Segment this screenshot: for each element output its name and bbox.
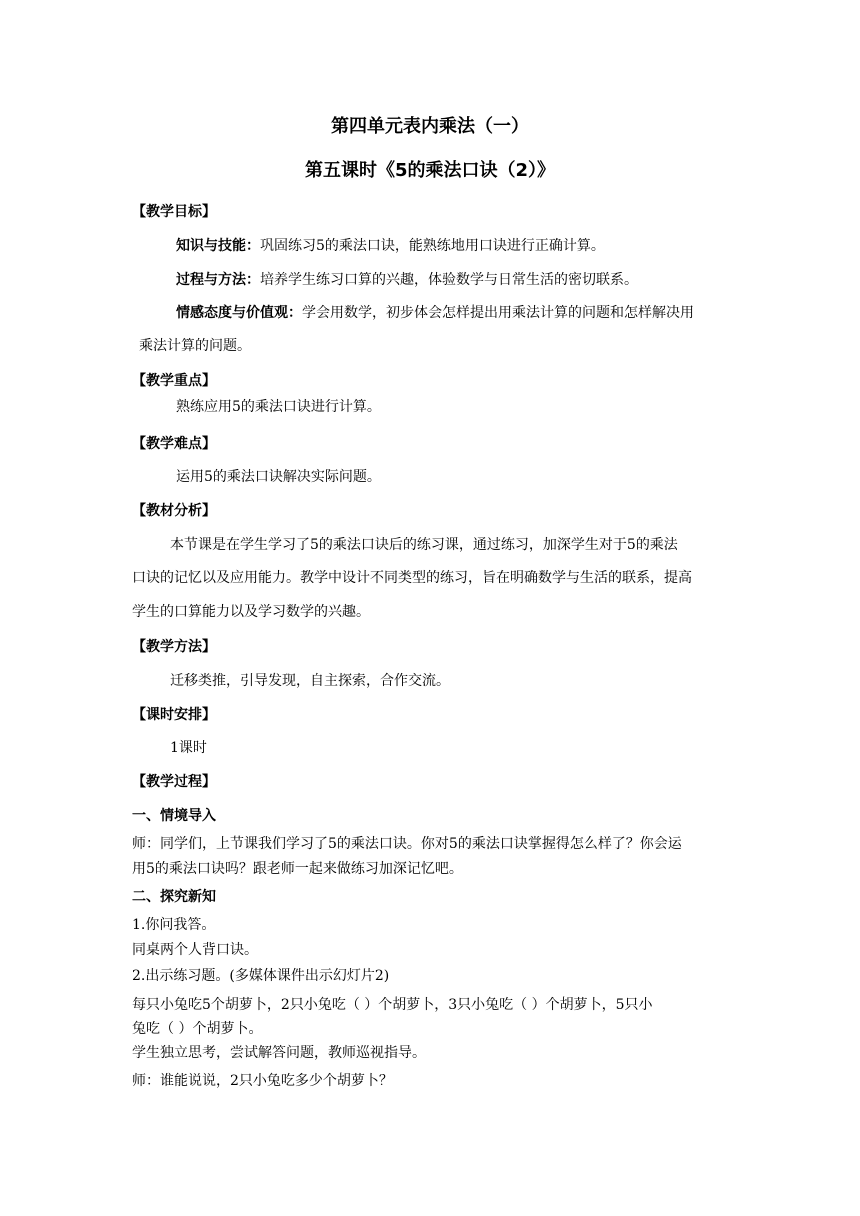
process-label: 过程与方法： xyxy=(176,272,260,288)
schedule-heading: 【课时安排】 xyxy=(132,707,216,723)
schedule-text: 1课时 xyxy=(170,740,207,756)
intro-line-1: 师：同学们，上节课我们学习了5的乘法口诀。你对5的乘法口诀掌握得怎么样了？你会运 xyxy=(132,836,682,852)
analysis-line-1: 本节课是在学生学习了5的乘法口诀后的练习课，通过练习，加深学生对于5的乘法 xyxy=(170,537,678,553)
emotion-text-1: 学会用数学，初步体会怎样提出用乘法计算的问题和怎样解决用 xyxy=(302,305,694,321)
exercise-line-1: 每只小兔吃5个胡萝卜，2只小兔吃（ ）个胡萝卜，3只小兔吃（ ）个胡萝卜，5只小 xyxy=(132,997,653,1013)
page-subtitle: 第五课时《5的乘法口诀（2）》 xyxy=(304,160,556,181)
intro-line-2: 用5的乘法口诀吗？跟老师一起来做练习加深记忆吧。 xyxy=(132,861,463,877)
key-points-heading: 【教学重点】 xyxy=(132,373,216,389)
analysis-line-2: 口诀的记忆以及应用能力。教学中设计不同类型的练习，旨在明确数学与生活的联系，提高 xyxy=(132,570,692,586)
item-2: 2.出示练习题。(多媒体课件出示幻灯片2) xyxy=(132,968,390,984)
knowledge-text: 巩固练习5的乘法口诀，能熟练地用口诀进行正确计算。 xyxy=(260,238,605,254)
exercise-line-2: 兔吃（ ）个胡萝卜。 xyxy=(132,1021,263,1037)
objectives-heading: 【教学目标】 xyxy=(132,204,216,220)
difficulties-heading: 【教学难点】 xyxy=(132,436,216,452)
teacher-question: 师：谁能说说，2只小兔吃多少个胡萝卜？ xyxy=(132,1073,393,1089)
objective-emotion xyxy=(176,303,694,323)
section-explore-heading: 二、探究新知 xyxy=(132,889,216,905)
page-title: 第四单元表内乘法（一） xyxy=(331,116,529,137)
difficulties-text: 运用5的乘法口诀解决实际问题。 xyxy=(176,469,381,485)
analysis-line-3: 学生的口算能力以及学习数学的兴趣。 xyxy=(132,604,370,620)
objective-knowledge xyxy=(176,236,605,256)
process-heading: 【教学过程】 xyxy=(132,774,216,790)
emotion-text-2: 乘法计算的问题。 xyxy=(139,338,251,354)
analysis-heading: 【教材分析】 xyxy=(132,503,216,519)
item-1: 1.你问我答。 xyxy=(132,917,216,933)
objective-process xyxy=(176,270,638,290)
item-1-desc: 同桌两个人背口诀。 xyxy=(132,942,258,958)
process-text: 培养学生练习口算的兴趣，体验数学与日常生活的密切联系。 xyxy=(260,272,638,288)
methods-heading: 【教学方法】 xyxy=(132,639,216,655)
methods-text: 迁移类推，引导发现，自主探索，合作交流。 xyxy=(170,673,450,689)
section-intro-heading: 一、情境导入 xyxy=(132,808,216,824)
knowledge-label: 知识与技能： xyxy=(176,238,260,254)
emotion-label: 情感态度与价值观： xyxy=(176,305,302,321)
key-points-text: 熟练应用5的乘法口诀进行计算。 xyxy=(176,399,381,415)
think-text: 学生独立思考，尝试解答问题，教师巡视指导。 xyxy=(132,1045,426,1061)
